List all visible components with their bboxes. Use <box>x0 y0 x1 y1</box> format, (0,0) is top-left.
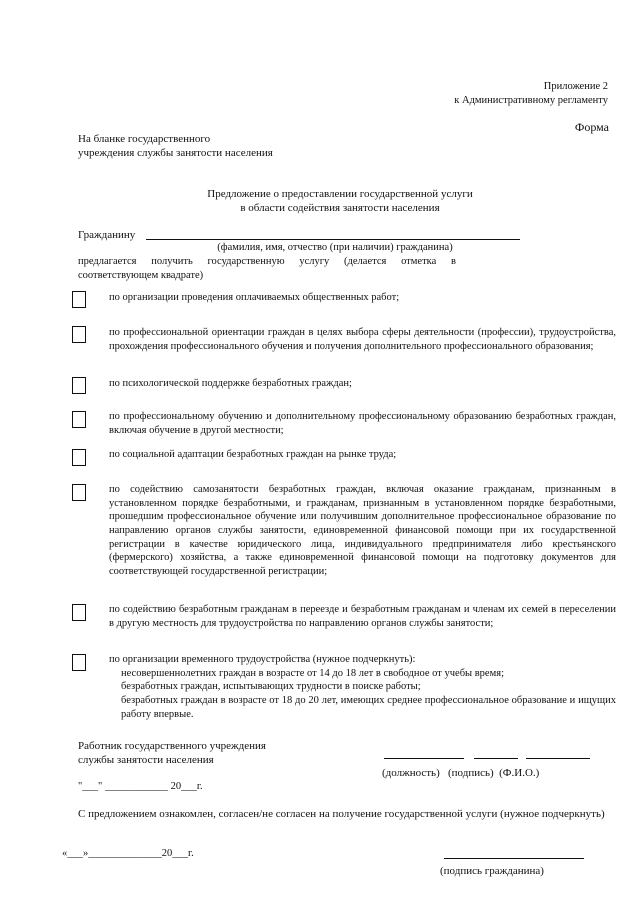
option-checkbox-4[interactable] <box>72 411 86 428</box>
citizen-intro: предлагается получить государственную услугу (делается отметка в соответствующем квадрате) <box>78 256 456 281</box>
citizen-name-field[interactable] <box>146 226 520 240</box>
worker-signature-field[interactable] <box>474 758 518 759</box>
option-checkbox-7[interactable] <box>72 604 86 621</box>
citizen-signature-caption: (подпись гражданина) <box>440 865 544 877</box>
acknowledgement-text: С предложением ознакомлен, согласен/не согласен на получение государственной услуги (нужное подчеркнуть) <box>78 808 605 820</box>
option-checkbox-2[interactable] <box>72 326 86 343</box>
option-text-5: по социальной адаптации безработных граждан на рынке труда; <box>109 449 397 460</box>
title-line-2: в области содействия занятости населения <box>240 202 440 215</box>
option-text-1: по организации проведения оплачиваемых общественных работ; <box>109 292 400 303</box>
worker-line-2: службы занятости населения <box>78 754 214 767</box>
citizen-name-hint: (фамилия, имя, отчество (при наличии) гражданина) <box>217 242 453 253</box>
title-line-1: Предложение о предоставлении государственной услуги <box>207 188 473 200</box>
option-checkbox-8[interactable] <box>72 654 86 671</box>
citizen-date-line[interactable]: «___»______________20___г. <box>62 848 194 859</box>
citizen-signature-field[interactable] <box>444 846 584 859</box>
worker-line-1: Работник государственного учреждения <box>78 740 266 752</box>
option-checkbox-1[interactable] <box>72 291 86 308</box>
option-text-3: по психологической поддержке безработных граждан; <box>109 378 352 389</box>
form-label: Форма <box>574 120 609 134</box>
option-checkbox-5[interactable] <box>72 449 86 466</box>
blank-note <box>78 132 378 161</box>
option-text-7: по содействию безработным гражданам в переезде и безработным гражданам и членам их семей в переселении в другую местность для трудоустройства по направлению органов службы занятости; <box>109 604 616 629</box>
option-8-sub-3: безработных граждан в возрасте от 18 до 20 лет, имеющих среднее профессиональное образование и ищущих работу впервые. <box>121 694 616 720</box>
option-text-4: по профессиональному обучению и дополнительному профессиональному образованию безработных граждан, включая обучение в другой местности; <box>109 411 616 436</box>
worker-fullname-field[interactable] <box>526 758 590 759</box>
option-text-8 <box>109 653 616 721</box>
appendix-label <box>420 80 608 107</box>
worker-position-field[interactable] <box>384 758 464 759</box>
appendix-line-2: к Административному регламенту <box>454 94 608 106</box>
citizen-label: Гражданину <box>78 229 136 241</box>
appendix-line-1: Приложение 2 <box>543 81 608 92</box>
worker-block <box>78 739 338 768</box>
option-8-heading: по организации временного трудоустройства (нужное подчеркнуть): <box>109 654 416 665</box>
option-text-6: по содействию самозанятости безработных граждан, включая оказание гражданам, признанным в установленном порядке безработными, и гражданам, признанным в установленном порядке безработными, прошедшим профессиональное обучение или получившим дополнительное профессиональное образование по направлению органов службы занятости, единовременной финансовой помощи при их государственной регистрации в качестве юридического лица, индивидуального предпринимателя либо крестьянского (фермерского) хозяйства, а также единовременной финансовой помощи на подготовку документов для соответствующей государственной регистрации; <box>109 484 616 577</box>
worker-signature-caption: (должность) (подпись) (Ф.И.О.) <box>382 767 540 779</box>
worker-date-line[interactable]: "___" ____________ 20___г. <box>78 781 203 792</box>
option-8-sub-1: несовершеннолетних граждан в возрасте от 14 до 18 лет в свободное от учебы время; <box>121 667 504 679</box>
option-text-2: по профессиональной ориентации граждан в целях выбора сферы деятельности (профессии), трудоустройства, прохождения профессионального обучения и получения дополнительного профессионального образования; <box>109 327 616 352</box>
blank-line-2: учреждения службы занятости населения <box>78 147 273 160</box>
option-checkbox-3[interactable] <box>72 377 86 394</box>
option-8-sub-2: безработных граждан, испытывающих трудности в поиске работы; <box>121 681 421 693</box>
option-checkbox-6[interactable] <box>72 484 86 501</box>
blank-line-1: На бланке государственного <box>78 133 211 145</box>
document-title <box>140 187 540 216</box>
